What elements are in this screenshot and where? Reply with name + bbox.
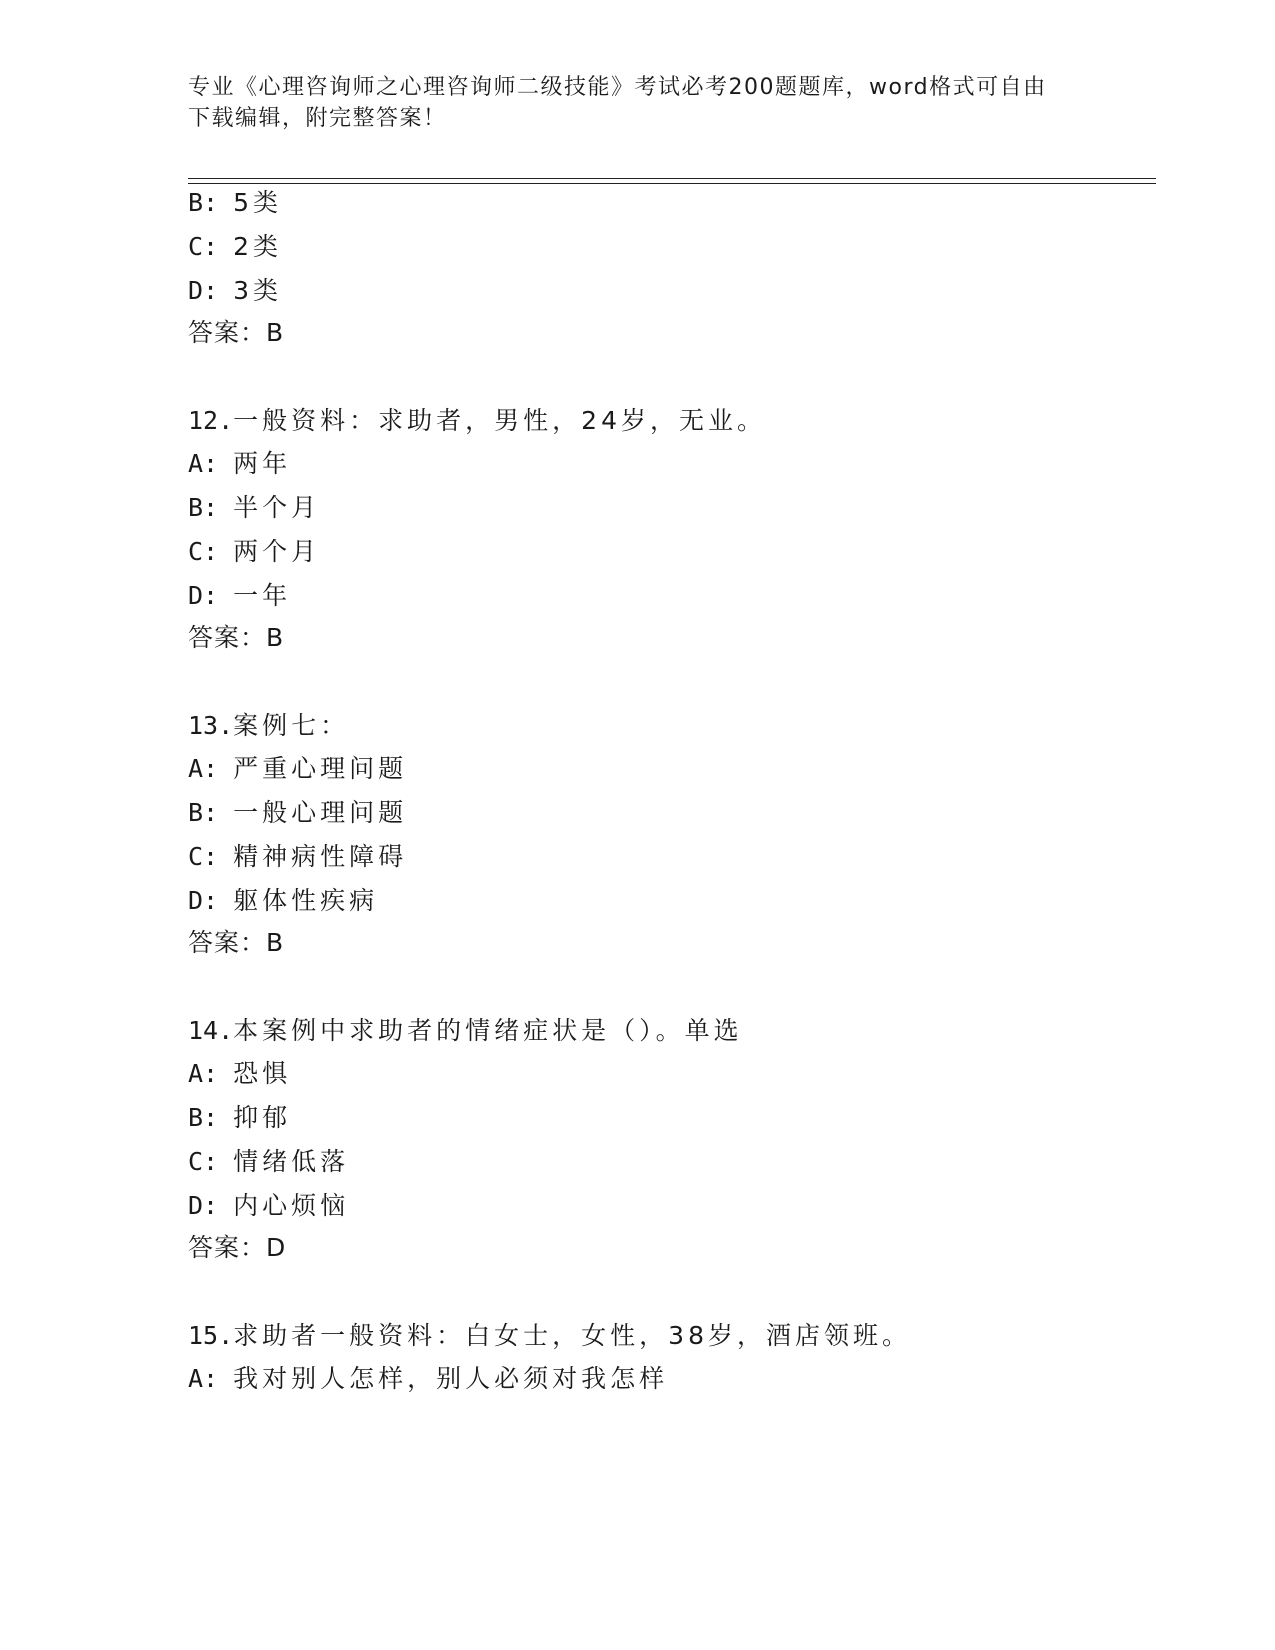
option-text: 我对别人怎样，别人必须对我怎样 <box>233 1364 669 1393</box>
option-line <box>188 537 320 567</box>
option-text: 情绪低落 <box>233 1147 350 1176</box>
document-header: 专业《心理咨询师之心理咨询师二级技能》考试必考200题题库，word格式可自由下载编辑，附完整答案！ <box>188 75 1047 131</box>
answer-text: 答案：B <box>188 318 285 347</box>
option-line <box>188 232 282 262</box>
option-text: 两个月 <box>233 537 321 566</box>
option-label: D: <box>188 1191 234 1220</box>
option-line <box>188 842 407 872</box>
option-line <box>188 1147 349 1177</box>
option-label: C: <box>188 1147 234 1176</box>
header-divider-top <box>188 178 1156 179</box>
option-label: B: <box>188 798 234 827</box>
option-text: 一般心理问题 <box>233 798 408 827</box>
option-label: A: <box>188 1059 234 1088</box>
option-text: 内心烦恼 <box>233 1191 350 1220</box>
answer-line <box>188 1233 286 1263</box>
option-label: B: <box>188 1103 234 1132</box>
option-line <box>188 449 291 479</box>
option-line <box>188 1059 291 1089</box>
question-number: 15. <box>188 1321 234 1350</box>
option-line <box>188 1191 349 1221</box>
option-label: D: <box>188 276 234 305</box>
option-line <box>188 1364 668 1394</box>
option-text: 5类 <box>233 188 283 217</box>
option-text: 一年 <box>233 581 292 610</box>
option-text: 两年 <box>233 449 292 478</box>
option-text: 精神病性障碍 <box>233 842 408 871</box>
answer-text: 答案：B <box>188 623 285 652</box>
option-line <box>188 1103 291 1133</box>
question-number: 14. <box>188 1016 234 1045</box>
question-line <box>188 406 766 436</box>
question-line <box>188 711 349 741</box>
option-text: 3类 <box>233 276 283 305</box>
option-line <box>188 493 320 523</box>
question-line <box>188 1321 911 1351</box>
option-line <box>188 276 282 306</box>
answer-line <box>188 928 284 958</box>
option-label: D: <box>188 886 234 915</box>
question-line <box>188 1016 743 1046</box>
option-label: C: <box>188 232 234 261</box>
option-text: 半个月 <box>233 493 321 522</box>
option-line <box>188 754 407 784</box>
answer-line <box>188 623 284 653</box>
question-number: 13. <box>188 711 234 740</box>
question-text: 求助者一般资料：白女士，女性，38岁，酒店领班。 <box>233 1321 911 1350</box>
option-label: A: <box>188 449 234 478</box>
option-label: A: <box>188 1364 234 1393</box>
answer-text: 答案：D <box>188 1233 287 1262</box>
answer-text: 答案：B <box>188 928 285 957</box>
option-label: A: <box>188 754 234 783</box>
option-text: 躯体性疾病 <box>233 886 379 915</box>
header-divider-bottom <box>188 183 1156 184</box>
option-text: 恐惧 <box>233 1059 292 1088</box>
option-line <box>188 798 407 828</box>
option-line <box>188 581 291 611</box>
option-text: 抑郁 <box>233 1103 292 1132</box>
question-text: 一般资料：求助者，男性，24岁，无业。 <box>233 406 766 435</box>
answer-line <box>188 318 284 348</box>
option-label: C: <box>188 537 234 566</box>
option-label: D: <box>188 581 234 610</box>
option-label: B: <box>188 493 234 522</box>
option-text: 严重心理问题 <box>233 754 408 783</box>
option-label: C: <box>188 842 234 871</box>
question-text: 本案例中求助者的情绪症状是（）。单选 <box>233 1016 743 1045</box>
option-line <box>188 886 378 916</box>
option-text: 2类 <box>233 232 283 261</box>
option-line <box>188 188 282 218</box>
option-label: B: <box>188 188 234 217</box>
question-number: 12. <box>188 406 234 435</box>
question-text: 案例七： <box>233 711 350 740</box>
